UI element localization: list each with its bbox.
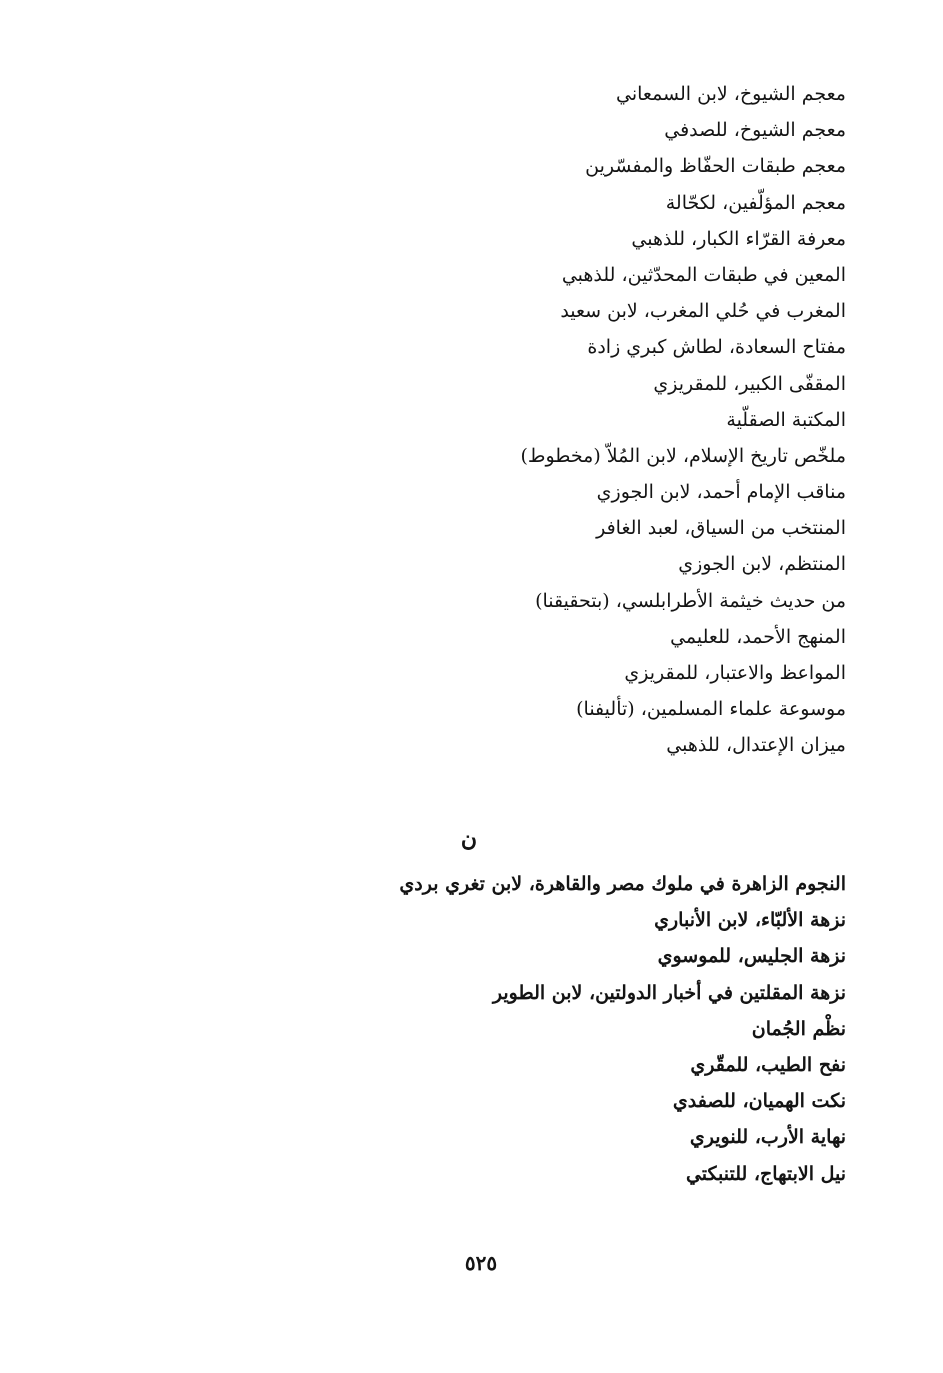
list-item: موسوعة علماء المسلمين، (تأليفنا) <box>576 698 846 721</box>
list-item: نزهة الألبّاء، لابن الأنباري <box>654 909 846 932</box>
list-item: نفح الطيب، للمقّري <box>690 1053 846 1076</box>
list-item: معجم المؤلّفين، لكحّالة <box>665 191 846 214</box>
list-item: المعين في طبقات المحدّثين، للذهبي <box>561 263 846 286</box>
list-item: معجم الشيوخ، للصدفي <box>664 119 846 142</box>
list-item: معرفة القرّاء الكبار، للذهبي <box>631 227 846 250</box>
list-item: نزهة الجليس، للموسوي <box>657 945 846 968</box>
list-item: من حديث خيثمة الأطرابلسي، (بتحقيقنا) <box>535 589 846 612</box>
list-item: المنتظم، لابن الجوزي <box>678 553 846 576</box>
list-item: مفتاح السعادة، لطاش كبري زادة <box>587 336 846 359</box>
list-item: نزهة المقلتين في أخبار الدولتين، لابن الطوير <box>492 981 846 1004</box>
list-item: مناقب الإمام أحمد، لابن الجوزي <box>596 481 846 504</box>
list-item: نكت الهميان، للصفدي <box>672 1090 846 1113</box>
list-item: نهاية الأرب، للنويري <box>689 1126 846 1149</box>
section-heading-nun: ن <box>460 826 478 852</box>
list-item: ملخّص تاريخ الإسلام، لابن المُلاّ (مخطوط) <box>520 444 846 467</box>
list-item: معجم الشيوخ، لابن السمعاني <box>615 83 846 105</box>
list-item: المغرب في حُلي المغرب، لابن سعيد <box>560 300 846 323</box>
list-item: نظْم الجُمان <box>751 1017 846 1040</box>
list-item: المكتبة الصقلّية <box>726 408 846 431</box>
page-number: ٥٢٥ <box>464 1251 498 1275</box>
list-item: نيل الابتهاج، للتنبكتي <box>685 1162 846 1185</box>
list-item: النجوم الزاهرة في ملوك مصر والقاهرة، لابن تغري بردي <box>399 873 846 895</box>
bibliography-list-nun <box>399 866 846 1192</box>
list-item: معجم طبقات الحفّاظ والمفسّرين <box>585 155 846 178</box>
list-item: المواعظ والاعتبار، للمقريزي <box>624 662 846 684</box>
list-item: المنتخب من السياق، لعبد الغافر <box>596 517 846 540</box>
bibliography-list-mim <box>521 76 847 764</box>
list-item: المنهج الأحمد، للعليمي <box>670 625 846 648</box>
list-item: ميزان الإعتدال، للذهبي <box>666 734 846 757</box>
list-item: المقفّى الكبير، للمقريزي <box>653 372 846 395</box>
